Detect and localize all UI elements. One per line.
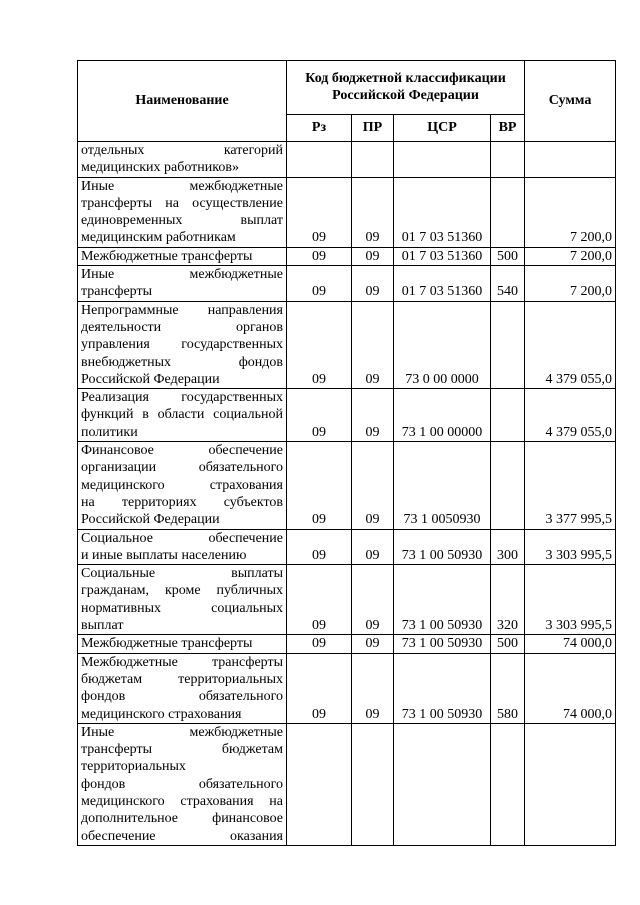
name-line: деятельности органов (81, 319, 283, 335)
name-line: Российской Федерации (81, 371, 220, 387)
budget-table (77, 60, 616, 846)
table-row (78, 301, 616, 388)
cell-pr: 09 (352, 653, 394, 723)
name-line: обеспечение оказания (81, 828, 283, 844)
cell-pr: 09 (352, 247, 394, 265)
name-line: медицинских работников» (81, 160, 239, 176)
cell-csr: 73 1 00 50930 (394, 529, 491, 565)
cell-sum: 74 000,0 (525, 653, 616, 723)
name-line: и иные выплаты населению (81, 547, 247, 563)
name-line: политики (81, 424, 138, 440)
table-row (78, 635, 616, 653)
name-line: на территориях субъектов (81, 494, 283, 510)
table-body (78, 142, 616, 846)
name-line: Иные межбюджетные (81, 724, 283, 740)
header-name: Наименование (78, 61, 287, 142)
cell-vr: 500 (491, 247, 525, 265)
cell-pr: 09 (352, 301, 394, 388)
cell-rz: 09 (287, 266, 352, 302)
cell-name (78, 653, 287, 723)
name-line: гражданам, кроме публичных (81, 583, 283, 599)
cell-rz: 09 (287, 565, 352, 635)
name-line: фондов обязательного (81, 776, 283, 792)
cell-name (78, 442, 287, 529)
cell-pr: 09 (352, 177, 394, 247)
cell-csr: 73 1 00 50930 (394, 653, 491, 723)
cell-name (78, 389, 287, 442)
name-line: фондов обязательного (81, 689, 283, 705)
cell-vr: 300 (491, 529, 525, 565)
cell-vr (491, 723, 525, 845)
cell-csr: 01 7 03 51360 (394, 247, 491, 265)
name-line: управления государственных (81, 337, 283, 353)
name-line: Иные межбюджетные (81, 267, 283, 283)
cell-sum: 7 200,0 (525, 247, 616, 265)
table-row (78, 723, 616, 845)
table-row (78, 266, 616, 302)
cell-vr: 500 (491, 635, 525, 653)
table-row (78, 177, 616, 247)
cell-rz: 09 (287, 442, 352, 529)
table-row (78, 653, 616, 723)
table-row (78, 529, 616, 565)
cell-pr (352, 142, 394, 178)
cell-csr (394, 142, 491, 178)
cell-name (78, 301, 287, 388)
cell-sum: 3 377 995,5 (525, 442, 616, 529)
name-line: выплат (81, 618, 124, 634)
table-row (78, 142, 616, 178)
cell-name (78, 635, 287, 653)
cell-vr: 540 (491, 266, 525, 302)
name-line: нормативных социальных (81, 600, 283, 616)
name-line: функций в области социальной (81, 407, 283, 423)
name-line: территориальных (81, 759, 186, 775)
cell-rz: 09 (287, 301, 352, 388)
name-line: медицинского страхования на (81, 793, 283, 809)
cell-vr: 580 (491, 653, 525, 723)
cell-sum: 4 379 055,0 (525, 301, 616, 388)
header-sum: Сумма (525, 61, 616, 142)
cell-csr: 73 1 00 00000 (394, 389, 491, 442)
name-line: Российской Федерации (81, 512, 220, 528)
cell-csr (394, 723, 491, 845)
cell-sum: 4 379 055,0 (525, 389, 616, 442)
name-line: Социальное обеспечение (81, 530, 283, 546)
cell-sum: 7 200,0 (525, 177, 616, 247)
table-row (78, 565, 616, 635)
cell-vr (491, 301, 525, 388)
name-line: Межбюджетные трансферты (81, 654, 283, 670)
name-line: медицинского страхования (81, 706, 242, 722)
cell-name (78, 723, 287, 845)
cell-csr: 73 1 00 50930 (394, 635, 491, 653)
cell-csr: 73 1 00 50930 (394, 565, 491, 635)
cell-name (78, 565, 287, 635)
table-header (78, 61, 616, 142)
cell-rz (287, 723, 352, 845)
table-row (78, 247, 616, 265)
cell-vr (491, 389, 525, 442)
name-line: единовременных выплат (81, 213, 283, 229)
cell-name (78, 247, 287, 265)
name-line: трансферты на осуществление (81, 195, 283, 211)
header-vr: ВР (491, 114, 525, 141)
cell-name (78, 142, 287, 178)
cell-sum (525, 142, 616, 178)
cell-rz: 09 (287, 177, 352, 247)
cell-vr (491, 177, 525, 247)
name-line: Финансовое обеспечение (81, 443, 283, 459)
cell-sum: 3 303 995,5 (525, 565, 616, 635)
name-line: Социальные выплаты (81, 566, 283, 582)
cell-vr (491, 442, 525, 529)
name-line: внебюджетных фондов (81, 354, 283, 370)
cell-name (78, 177, 287, 247)
name-line: трансферты бюджетам (81, 742, 283, 758)
name-line: медицинским работникам (81, 230, 236, 246)
name-line: медицинского страхования (81, 477, 283, 493)
cell-pr: 09 (352, 565, 394, 635)
cell-sum: 3 303 995,5 (525, 529, 616, 565)
cell-csr: 73 0 00 0000 (394, 301, 491, 388)
cell-sum: 74 000,0 (525, 635, 616, 653)
name-line: организации обязательного (81, 460, 283, 476)
cell-sum: 7 200,0 (525, 266, 616, 302)
table-row (78, 389, 616, 442)
cell-rz: 09 (287, 247, 352, 265)
cell-rz: 09 (287, 635, 352, 653)
table-row (78, 442, 616, 529)
cell-pr: 09 (352, 529, 394, 565)
cell-pr (352, 723, 394, 845)
name-line: трансферты (81, 284, 153, 300)
cell-vr: 320 (491, 565, 525, 635)
name-line: Межбюджетные трансферты (81, 248, 253, 264)
cell-pr: 09 (352, 389, 394, 442)
name-line: Иные межбюджетные (81, 178, 283, 194)
cell-rz: 09 (287, 653, 352, 723)
header-code: Код бюджетной классификации Российской Федерации (287, 61, 525, 115)
cell-pr: 09 (352, 442, 394, 529)
cell-rz: 09 (287, 389, 352, 442)
cell-rz: 09 (287, 529, 352, 565)
cell-pr: 09 (352, 266, 394, 302)
name-line: Непрограммные направления (81, 302, 283, 318)
cell-name (78, 529, 287, 565)
name-line: Межбюджетные трансферты (81, 636, 253, 652)
cell-rz (287, 142, 352, 178)
cell-csr: 01 7 03 51360 (394, 266, 491, 302)
name-line: отдельных категорий (81, 143, 283, 158)
cell-vr (491, 142, 525, 178)
cell-csr: 73 1 0050930 (394, 442, 491, 529)
cell-sum (525, 723, 616, 845)
header-rz: Рз (287, 114, 352, 141)
cell-name (78, 266, 287, 302)
cell-csr: 01 7 03 51360 (394, 177, 491, 247)
cell-pr: 09 (352, 635, 394, 653)
name-line: дополнительное финансовое (81, 811, 283, 827)
name-line: Реализация государственных (81, 390, 283, 406)
header-csr: ЦСР (394, 114, 491, 141)
name-line: бюджетам территориальных (81, 671, 283, 687)
header-pr: ПР (352, 114, 394, 141)
